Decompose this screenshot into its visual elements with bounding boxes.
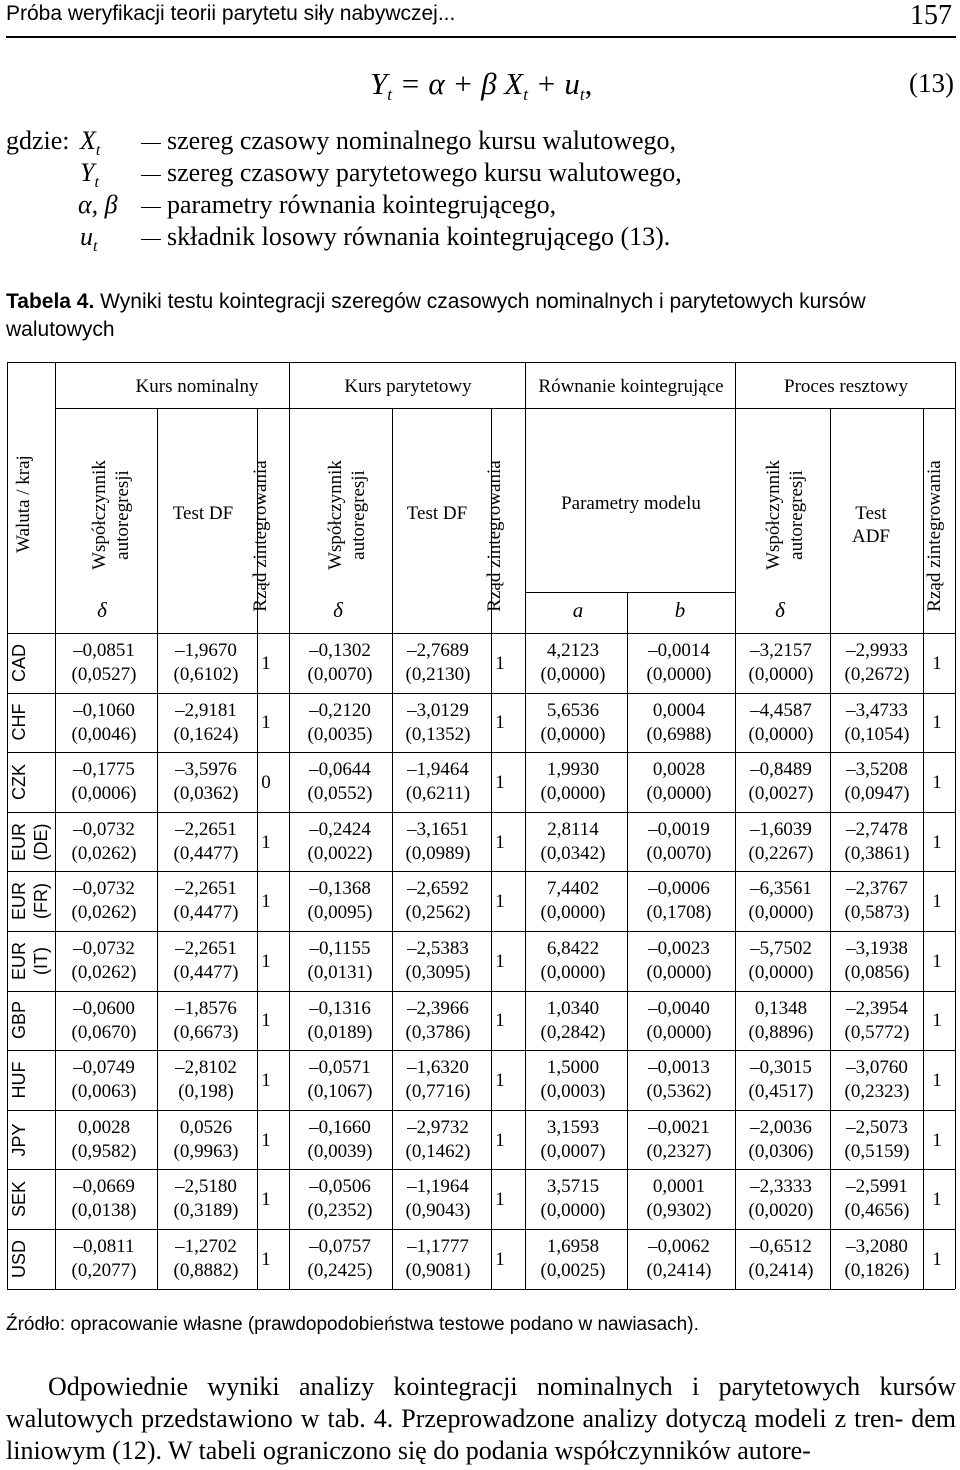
table-cell: (0,2414) [646, 1260, 712, 1281]
definition-row [6, 190, 946, 222]
table-cell: (0,0007) [540, 1140, 606, 1162]
table-cell: –6,3561 [750, 878, 812, 900]
equation-13 [370, 66, 592, 105]
table-rule [7, 362, 955, 363]
symbol-delta-residual: δ [775, 598, 785, 622]
table-cell: 0,0028 [652, 759, 706, 781]
table-cell: (0,9043) [405, 1200, 471, 1222]
row-label: GBP [9, 1001, 29, 1040]
table-cell: (0,3861) [844, 842, 910, 864]
header-order-parity: Rząd zintegrowania [484, 460, 505, 612]
table-cell-order: 1 [261, 652, 271, 674]
table-cell: –2,2651 [175, 938, 237, 959]
table-rule [289, 362, 290, 408]
table-cell: –3,5976 [175, 759, 237, 781]
table-cell: –0,1060 [73, 699, 135, 721]
table-cell: –0,0757 [309, 1236, 371, 1257]
table-cell: (0,0856) [844, 962, 910, 983]
table-cell: (0,0070) [307, 664, 373, 685]
running-header [6, 0, 956, 38]
table-rule [7, 1110, 955, 1111]
table-cell-order: 1 [932, 772, 942, 793]
body-paragraph: Odpowiednie wyniki analizy kointegracji nominalnych i parytetowych kursów walutowych przedstawiono w tab. 4. Przeprowadzone analizy dotyczą modeli z tren- dem liniowym (12). W tabeli ograniczono się do podania współczynników autore- [6, 1372, 956, 1465]
header-df-nominal: Test DF [172, 503, 234, 524]
group-header-parity: Kurs parytetowy [344, 376, 472, 397]
table-cell: (0,8896) [748, 1021, 814, 1043]
table-cell: –1,6039 [750, 818, 812, 840]
table-cell-order: 1 [932, 950, 942, 972]
table-cell: (0,2077) [71, 1260, 137, 1281]
table-cell: (0,3189) [173, 1200, 239, 1222]
table-cell-order: 1 [261, 1070, 271, 1091]
row-label: EUR (IT) [9, 941, 51, 980]
table-cell: –3,4733 [846, 699, 908, 721]
table-cell: –2,5383 [407, 938, 469, 959]
table-cell-order: 1 [932, 1010, 942, 1032]
table-cell: (0,0262) [71, 842, 137, 864]
table-cell: (0,2842) [540, 1021, 606, 1043]
table-cell: (0,0552) [307, 783, 373, 805]
table-cell: (0,0189) [307, 1021, 373, 1043]
header-coef-parity: Współczynnik autoregresji [325, 460, 369, 570]
table-cell: (0,0306) [748, 1140, 814, 1162]
table-cell: (0,6102) [173, 664, 239, 685]
eq-y-sub: t [387, 85, 392, 104]
table-rule [525, 592, 735, 593]
table-rule [525, 362, 526, 408]
table-cell-order: 1 [495, 652, 505, 674]
table-cell: –0,0019 [648, 818, 710, 840]
table-cell: –2,3767 [846, 878, 908, 900]
table-cell: (0,1826) [844, 1260, 910, 1281]
table-rule [7, 1169, 955, 1170]
table-cell: (0,1708) [646, 902, 712, 924]
table-cell-order: 1 [261, 1189, 271, 1211]
table-rule [7, 752, 955, 753]
table-cell: (0,0000) [540, 723, 606, 745]
table-cell: (0,5159) [844, 1140, 910, 1162]
table-cell: 0,0028 [77, 1116, 131, 1138]
table-cell-order: 1 [495, 1070, 505, 1091]
table-cell-order: 1 [495, 1189, 505, 1211]
table-cell: 1,9930 [546, 759, 600, 781]
table-cell: –0,1368 [309, 878, 371, 900]
table-cell: (0,0342) [540, 842, 606, 864]
table-cell: 3,5715 [546, 1176, 600, 1198]
table-cell: 1,0340 [546, 997, 600, 1019]
table-cell: 0,1348 [754, 997, 808, 1019]
table-cell-order: 1 [932, 712, 942, 734]
table-cell: –0,0006 [648, 878, 710, 900]
table-rule [7, 693, 955, 694]
table-cell: (0,0000) [646, 664, 712, 685]
table-cell: (0,2327) [646, 1140, 712, 1162]
table-cell: –0,3015 [750, 1057, 812, 1079]
table-cell: –0,0021 [648, 1116, 710, 1138]
definition-text: szereg czasowy parytetowego kursu walutowego, [141, 158, 682, 188]
table-rule [7, 633, 955, 634]
table-cell: (0,0000) [540, 1200, 606, 1222]
table-cell: –0,0023 [648, 938, 710, 959]
table-cell: –2,9933 [846, 640, 908, 661]
row-label: USD [9, 1239, 29, 1278]
table-cell: –0,0669 [73, 1176, 135, 1198]
table-cell: –3,1651 [407, 818, 469, 840]
table-cell-order: 1 [495, 1010, 505, 1032]
symbol-delta-parity: δ [333, 598, 343, 622]
table-cell: –0,1775 [73, 759, 135, 781]
table-cell: –3,5208 [846, 759, 908, 781]
eq-end: , [584, 66, 593, 101]
table-cell: (0,4477) [173, 902, 239, 924]
table-cell: (0,2562) [405, 902, 471, 924]
table-cell: (0,4656) [844, 1200, 910, 1222]
table-rule [7, 931, 955, 932]
definition-symbol: $u_t$ [80, 222, 98, 256]
header-order-nominal: Rząd zintegrowania [250, 460, 271, 612]
table-cell: –0,0749 [73, 1057, 135, 1079]
table-cell: (0,0000) [748, 902, 814, 924]
table-cell: –0,1316 [309, 997, 371, 1019]
eq-y: Y [370, 66, 388, 101]
table-cell: (0,0046) [71, 723, 137, 745]
table-cell: (0,9582) [71, 1140, 137, 1162]
table-cell-order: 1 [261, 1129, 271, 1151]
table-cell-order: 1 [495, 831, 505, 853]
table-cell: (0,5873) [844, 902, 910, 924]
table-cell: (0,0039) [307, 1140, 373, 1162]
table-cell: –2,5073 [846, 1116, 908, 1138]
eq-u-sub: t [579, 85, 585, 104]
eq-u: + u [535, 66, 580, 101]
table-cell: 0,0526 [179, 1116, 233, 1138]
table-cell-order: 1 [932, 891, 942, 913]
table-cell: 4,2123 [546, 640, 600, 661]
table-cell: (0,9302) [646, 1200, 712, 1222]
table-rule [7, 1289, 955, 1290]
table-cell: –3,0129 [407, 699, 469, 721]
table-rule [7, 812, 955, 813]
table-cell-order: 1 [261, 950, 271, 972]
table-cell: (0,0020) [748, 1200, 814, 1222]
table-cell: (0,0006) [71, 783, 137, 805]
table-cell: 0,0001 [652, 1176, 706, 1198]
table-cell: (0,198) [178, 1081, 234, 1103]
table-cell: (0,0070) [646, 842, 712, 864]
table-cell: –1,6320 [407, 1057, 469, 1079]
row-label: EUR (DE) [9, 822, 51, 861]
table-cell: –0,0014 [648, 640, 710, 661]
table-cell: (0,0262) [71, 902, 137, 924]
group-header-residual: Proces resztowy [784, 376, 908, 397]
table-cell: (0,0138) [71, 1200, 137, 1222]
table-cell: (0,0989) [405, 842, 471, 864]
row-label: CZK [9, 764, 29, 800]
table-cell: (0,1462) [405, 1140, 471, 1162]
equation-number: (13) [909, 68, 954, 98]
table-cell: 2,8114 [547, 818, 599, 840]
table-cell: (0,0000) [646, 1021, 712, 1043]
table-cell-order: 1 [495, 950, 505, 972]
symbol-a: a [572, 598, 584, 622]
eq-x-sub: t [523, 85, 528, 104]
table-cell: –3,0760 [846, 1057, 908, 1079]
source-note: Źródło: opracowanie własne (prawdopodobieństwa testowe podano w nawiasach). [6, 1314, 699, 1335]
table-cell: (0,0095) [307, 902, 373, 924]
table-cell: 1,5000 [546, 1057, 600, 1079]
header-adf-residual: Test ADF [851, 503, 890, 547]
definition-text: składnik losowy równania kointegrującego (13). [141, 222, 670, 252]
table-cell: (0,0000) [540, 664, 606, 685]
table-cell: –5,7502 [750, 938, 812, 959]
eq-alpha-beta: = α + β [399, 66, 497, 101]
table-cell: 3,1593 [546, 1116, 600, 1138]
row-label: EUR (FR) [9, 882, 51, 921]
table-cell: (0,1352) [405, 723, 471, 745]
table-cell: (0,7716) [405, 1081, 471, 1103]
table-cell: –2,7478 [846, 818, 908, 840]
table-cell: –1,9464 [407, 759, 469, 781]
table-cell: –1,2702 [175, 1236, 237, 1257]
definition-text: szereg czasowy nominalnego kursu walutowego, [141, 126, 676, 156]
table-cell: (0,0000) [748, 723, 814, 745]
table-rule [7, 1050, 955, 1051]
table-cell: –0,1660 [309, 1116, 371, 1138]
table-rule [7, 871, 955, 872]
table-cell: –3,1938 [846, 938, 908, 959]
table-cell: (0,3095) [405, 962, 471, 983]
table-cell: (0,0131) [307, 962, 373, 983]
table-cell: –0,2424 [309, 818, 371, 840]
table-cell-order: 1 [495, 712, 505, 734]
table-cell: (0,2267) [748, 842, 814, 864]
table-cell: (0,9963) [173, 1140, 239, 1162]
caption-text: Wyniki testu kointegracji szeregów czasowych nominalnych i parytetowych kursów walutowych [6, 290, 866, 341]
caption-label: Tabela 4. [6, 290, 95, 313]
row-label: CHF [9, 703, 29, 741]
table-cell: 5,6536 [546, 699, 600, 721]
table-cell: (0,0022) [307, 842, 373, 864]
table-cell-order: 1 [495, 891, 505, 913]
table-cell: –0,0571 [309, 1057, 371, 1079]
table-cell: (0,6988) [646, 723, 712, 745]
table-cell: (0,1624) [173, 723, 239, 745]
definition-row [6, 222, 946, 254]
table-cell-order: 1 [261, 831, 271, 853]
table-cell: (0,1067) [307, 1081, 373, 1103]
table-cell: –1,8576 [175, 997, 237, 1019]
table-cell-order: 1 [932, 831, 942, 853]
row-label: CAD [9, 643, 29, 682]
table-cell: –1,1777 [407, 1236, 469, 1257]
table-cell: (0,4517) [748, 1081, 814, 1103]
table-cell: –0,1155 [309, 938, 371, 959]
eq-x: X [504, 66, 524, 101]
table-cell: (0,0262) [71, 962, 137, 983]
table-cell: –3,2080 [846, 1236, 908, 1257]
table-cell-order: 1 [932, 652, 942, 674]
table-cell-order: 1 [932, 1248, 942, 1270]
table-cell: (0,0025) [540, 1260, 606, 1281]
definition-text: parametry równania kointegrującego, [141, 190, 556, 220]
table-cell: –0,8489 [750, 759, 812, 781]
table-cell: (0,0000) [748, 664, 814, 685]
definition-symbol: α, β [78, 190, 118, 219]
table-cell: –0,0600 [73, 997, 135, 1019]
table-cell: (0,0000) [540, 902, 606, 924]
group-header-nominal: Kurs nominalny [135, 376, 259, 397]
header-params: Parametry modelu [561, 493, 701, 514]
row-label: JPY [9, 1123, 29, 1157]
table-cell-order: 1 [261, 891, 271, 913]
header-order-residual: Rząd zintegrowania [924, 460, 945, 612]
table-caption [6, 288, 946, 344]
group-header-cointegration: Równanie kointegrujące [538, 376, 724, 397]
table-cell-order: 1 [261, 1010, 271, 1032]
header-df-parity: Test DF [406, 503, 468, 524]
table-cell: (0,0670) [71, 1021, 137, 1043]
page-number: 157 [910, 0, 952, 31]
table-rule [7, 1229, 955, 1230]
table-cell: –0,0506 [309, 1176, 371, 1198]
table-cell: –2,0036 [750, 1116, 812, 1138]
table-cell: (0,4477) [173, 842, 239, 864]
running-title: Próba weryfikacji teorii parytetu siły nabywczej... [6, 2, 456, 25]
table-cell: –0,0644 [309, 759, 371, 781]
table-cell: (0,0000) [646, 962, 712, 983]
table-cell: (0,4477) [173, 962, 239, 983]
table-cell: –0,0040 [648, 997, 710, 1019]
table-cell: (0,1054) [844, 723, 910, 745]
table-cell: –2,3333 [750, 1176, 812, 1198]
table-cell: –2,6592 [407, 878, 469, 900]
table-cell: –2,7689 [407, 640, 469, 661]
table-cell: –2,5180 [175, 1176, 237, 1198]
table-cell: –2,5991 [846, 1176, 908, 1198]
table-cell: (0,2672) [844, 664, 910, 685]
definition-row [6, 126, 946, 158]
table-cell: (0,5362) [646, 1081, 712, 1103]
table-cell: (0,5772) [844, 1021, 910, 1043]
header-coef-residual: Współczynnik autoregresji [763, 460, 807, 570]
definition-symbol: $Y_t$ [80, 158, 99, 192]
table-cell: –3,2157 [750, 640, 812, 661]
table-rule [55, 408, 955, 409]
table-cell: (0,2130) [405, 664, 471, 685]
table-cell: (0,8882) [173, 1260, 239, 1281]
table-cell: (0,9081) [405, 1260, 471, 1281]
table-cell: –0,0732 [73, 818, 135, 840]
table-cell-order: 1 [495, 1129, 505, 1151]
table-cell: (0,2323) [844, 1081, 910, 1103]
table-cell: –0,0811 [73, 1236, 135, 1257]
table-cell: (0,0000) [748, 962, 814, 983]
table-cell: (0,0527) [71, 664, 137, 685]
table-cell: 7,4402 [546, 878, 600, 900]
table-cell: (0,0035) [307, 723, 373, 745]
table-cell: (0,0027) [748, 783, 814, 805]
table-cell-order: 1 [932, 1129, 942, 1151]
table-cell: –0,6512 [750, 1236, 812, 1257]
table-cell: (0,0000) [540, 962, 606, 983]
table-cell: –2,3954 [846, 997, 908, 1019]
table-cell: (0,0362) [173, 783, 239, 805]
definitions [6, 126, 946, 254]
table-cell-order: 1 [495, 772, 505, 793]
definition-symbol: $X_t$ [80, 126, 101, 160]
table-cell: (0,0947) [844, 783, 910, 805]
table-cell: –2,2651 [175, 818, 237, 840]
table-cell: 1,6958 [546, 1236, 600, 1257]
table-cell: –0,0732 [73, 878, 135, 900]
table-cell: –0,0062 [648, 1236, 710, 1257]
table-cell: (0,0063) [71, 1081, 137, 1103]
table-cell-order: 1 [932, 1070, 942, 1091]
table-cell: (0,2352) [307, 1200, 373, 1222]
table-cell: (0,0003) [540, 1081, 606, 1103]
header-coef-nominal: Współczynnik autoregresji [89, 460, 133, 570]
definition-row [6, 158, 946, 190]
symbol-b: b [674, 598, 686, 622]
table-cell-order: 1 [932, 1189, 942, 1211]
table-cell: (0,3786) [405, 1021, 471, 1043]
country-header: Waluta / kraj [13, 455, 34, 553]
table-cell: –0,0013 [648, 1057, 710, 1079]
table-cell: (0,6211) [405, 783, 471, 805]
table-cell: –2,8102 [175, 1057, 237, 1079]
table-cell: –1,1964 [407, 1176, 469, 1198]
table-cell: 0,0004 [652, 699, 706, 721]
table-rule [7, 991, 955, 992]
table-cell: –2,9732 [407, 1116, 469, 1138]
table-cell-order: 1 [495, 1248, 505, 1270]
table-cell: (0,6673) [173, 1021, 239, 1043]
table-cell: (0,2425) [307, 1260, 373, 1281]
table-cell: –0,0732 [73, 938, 135, 959]
row-label: HUF [9, 1061, 29, 1099]
table-cell: –0,1302 [309, 640, 371, 661]
definitions-lead: gdzie: [6, 126, 70, 155]
table-cell: –2,9181 [175, 699, 237, 721]
table-cell: 6,8422 [546, 938, 600, 959]
table-cell-order: 1 [261, 1248, 271, 1270]
table-cell: –2,3966 [407, 997, 469, 1019]
table-rule [735, 362, 736, 408]
row-label: SEK [9, 1181, 29, 1218]
table-cell-order: 0 [261, 772, 271, 793]
table-cell: –2,2651 [175, 878, 237, 900]
table-cell: (0,2414) [748, 1260, 814, 1281]
table-cell: (0,0000) [540, 783, 606, 805]
table-cell-order: 1 [261, 712, 271, 734]
table-cell: –0,0851 [73, 640, 135, 661]
symbol-delta-nominal: δ [97, 598, 107, 622]
table-cell: (0,0000) [646, 783, 712, 805]
table-cell: –1,9670 [175, 640, 237, 661]
table-cell: –0,2120 [309, 699, 371, 721]
table-cell: –4,4587 [750, 699, 812, 721]
